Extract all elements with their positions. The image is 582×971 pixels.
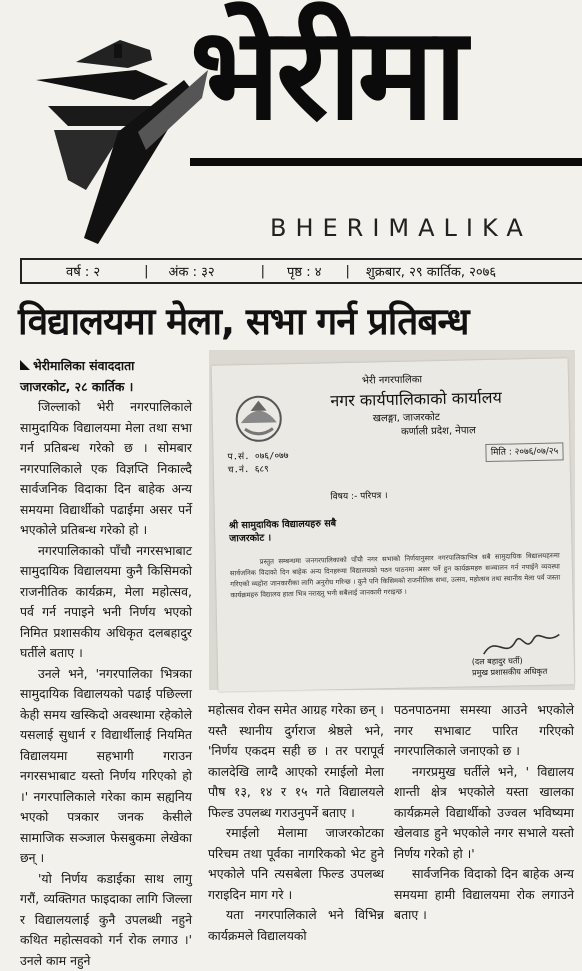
separator: |: [261, 264, 265, 279]
issue-number: अंक : ३२: [169, 262, 215, 280]
paragraph: उनले भने, 'नगरपालिका भित्रका सामुदायिक विद्यालयको पढाई पछिल्ला केही समय खस्किदो अवस्थामा रहेकोले यसलाई सुधार्न र विद्यार्थीलाई नियमित विद्यालयमा सहभागी गराउन नगरसभाबाट यस्तो निर्णय गरिएको हो ।' नगरपालिकाले गरेका काम सह्यनिय भएको पत्रकार जनक केसीले सामाजिक सञ्जाल फेसबुकमा लेखेका छन् ।: [20, 664, 192, 869]
letter-organization: भेरी नगरपालिका: [362, 371, 422, 386]
paragraph: महोत्सव रोक्न समेत आग्रह गरेका छन् । यस्तै स्थानीय दुर्गराज श्रेष्ठले भने, 'निर्णय एकदम सही छ । तर परापूर्व कालदेखि लाग्दै आएको रमाईलो मेला पौष १३, १४ र १५ गते विद्यालयले फिल्ड उपलब्ध गराउनुपर्ने बताए ।: [208, 700, 384, 823]
letter-office: नगर कार्यपालिकाको कार्यालय: [330, 386, 502, 412]
notice-letter-photo: [209, 350, 575, 690]
newspaper-logo-icon: [28, 40, 208, 245]
masthead-headline-rule: [190, 158, 582, 166]
letter-recipient: श्री सामुदायिक विद्यालयहरु सबै जाजरकोट ।: [229, 517, 337, 545]
paragraph: नगरपालिकाको पाँचौ नगरसभाबाट सामुदायिक विद्यालयमा कुनै किसिमको राजनीतिक कार्यक्रम, मेला महोत्सव, पर्व गर्न नपाइने भनी निर्णय भएको निमित प्रशासकीय अधिकृत दलबहादुर घर्तीले बताए ।: [20, 541, 192, 664]
paragraph: रमाईलो मेलामा जाजरकोटका परिचम तथा पूर्वका नागरिकको भेट हुने भएकोले पनि त्यसबेला फिल्ड उपलब्ध गराइदिन माग गरे ।: [208, 823, 384, 905]
paragraph: पठनपाठनमा समस्या आउने भएकोले नगर सभाबाट पारित गरिएको नगरपालिकाले जनाएको छ ।: [394, 700, 574, 762]
article-column-2: [208, 700, 384, 946]
paragraph: 'यो निर्णय कडाईका साथ लागु गरौं, व्यक्तिगत फाइदाका लागि जिल्ला र विद्यालयलाई कुनै उपलब्धी नहुने कथित महोत्सवको गर्न रोक लगाउ ।' उनले काम नहुने: [20, 869, 192, 971]
masthead: [0, 0, 582, 250]
letter-subject: विषय :- परिपत्र ।: [330, 488, 388, 502]
article-headline: विद्यालयमा मेला, सभा गर्न प्रतिबन्ध: [18, 294, 469, 345]
paragraph: सार्वजनिक विदाको दिन बाहेक अन्य समयमा हामी विद्यालयमा रोक लगाउने बताए ।: [394, 864, 574, 926]
issue-date: शुक्रबार, २९ कार्तिक, २०७६: [366, 262, 496, 280]
letter-date: मिति : २०७६/०७/२५: [485, 442, 563, 462]
page-number: पृष्ठ : ४: [287, 262, 321, 280]
byline-source: भेरीमालिका संवाददाता: [33, 358, 134, 373]
notice-letter: [212, 358, 575, 691]
paragraph: जिल्लाको भेरी नगरपालिकाले सामुदायिक विद्यालयमा मेला तथा सभा गर्न प्रतिबन्ध गरेको छ । सोमबार नगरपालिकाले एक विज्ञप्ति निकाल्दै सार्वजनिक विदाका दिन बाहेक अन्य समयमा विद्यार्थीको पढाईमा असर पर्ने भएकोले प्रतिबन्ध गरेको हो ।: [20, 397, 192, 541]
paragraph: यता नगरपालिकाले भने विभिन्न कार्यक्रमले विद्यालयको: [208, 905, 384, 946]
nepal-emblem-icon: [230, 392, 287, 445]
letter-reference: प.सं. ०७६/०७७ च.नं. ६८९: [227, 450, 288, 477]
separator: |: [144, 264, 148, 279]
masthead-latin-title: BHERIMALIKA: [270, 214, 532, 242]
issue-info-bar: [20, 258, 582, 284]
triangle-bullet-icon: [20, 360, 30, 370]
volume-label: वर्ष : २: [66, 262, 100, 280]
letter-address: कर्णाली प्रदेश, नेपाल: [401, 422, 476, 438]
paragraph: नगरप्रमुख घर्तीले भने, ' विद्यालय शान्ती क्षेत्र भएकोले यस्ता खालका कार्यक्रमले विद्यार्थीको उज्वल भविष्यमा खेलवाड हुने भएकोले नगर सभाले यस्तो निर्णय गरेको हो ।': [394, 762, 574, 865]
masthead-title: भेरीमा: [190, 0, 463, 150]
byline: [20, 356, 192, 377]
separator: |: [345, 264, 349, 279]
byline-place: जाजरकोट, २८ कार्तिक ।: [20, 377, 192, 398]
letter-signer: (दल बहादुर घर्ती) प्रमुख प्रशासकीय अधिकृत: [472, 655, 548, 679]
article-column-1: [20, 356, 192, 971]
letter-body: प्रस्तुत सम्बन्धमा जनगरपालिकाको पाँचौ नगर सभाको निर्णयानुसार नगरपालिकाभित्र सबै सामुदायिक विद्यालयहरुमा सार्वजनिक विदाको दिन बाहेक अन्य दिनहरुमा विद्यालयको पठन पाठनमा असर पर्ने हुन कार्यक्रमहरु सञ्चालन गर्न नपाईने व्यवस्था गरिएको व्यहोरा जानकारीका लागि अनुरोध गरिन्छ । कुनै पनि किसिमको राजनीतिक सभा, उत्सव, महोत्सव तथा स्थानीय मेला पर्व जस्ता कार्यक्रमहरु विद्यालय हाता भित्र नराख्नु भनी सबैलाई जानकारी गराइन्छ ।: [230, 551, 561, 602]
article-column-3: [394, 700, 574, 926]
letter-place: खलङ्गा, जाजरकोट: [373, 409, 440, 424]
